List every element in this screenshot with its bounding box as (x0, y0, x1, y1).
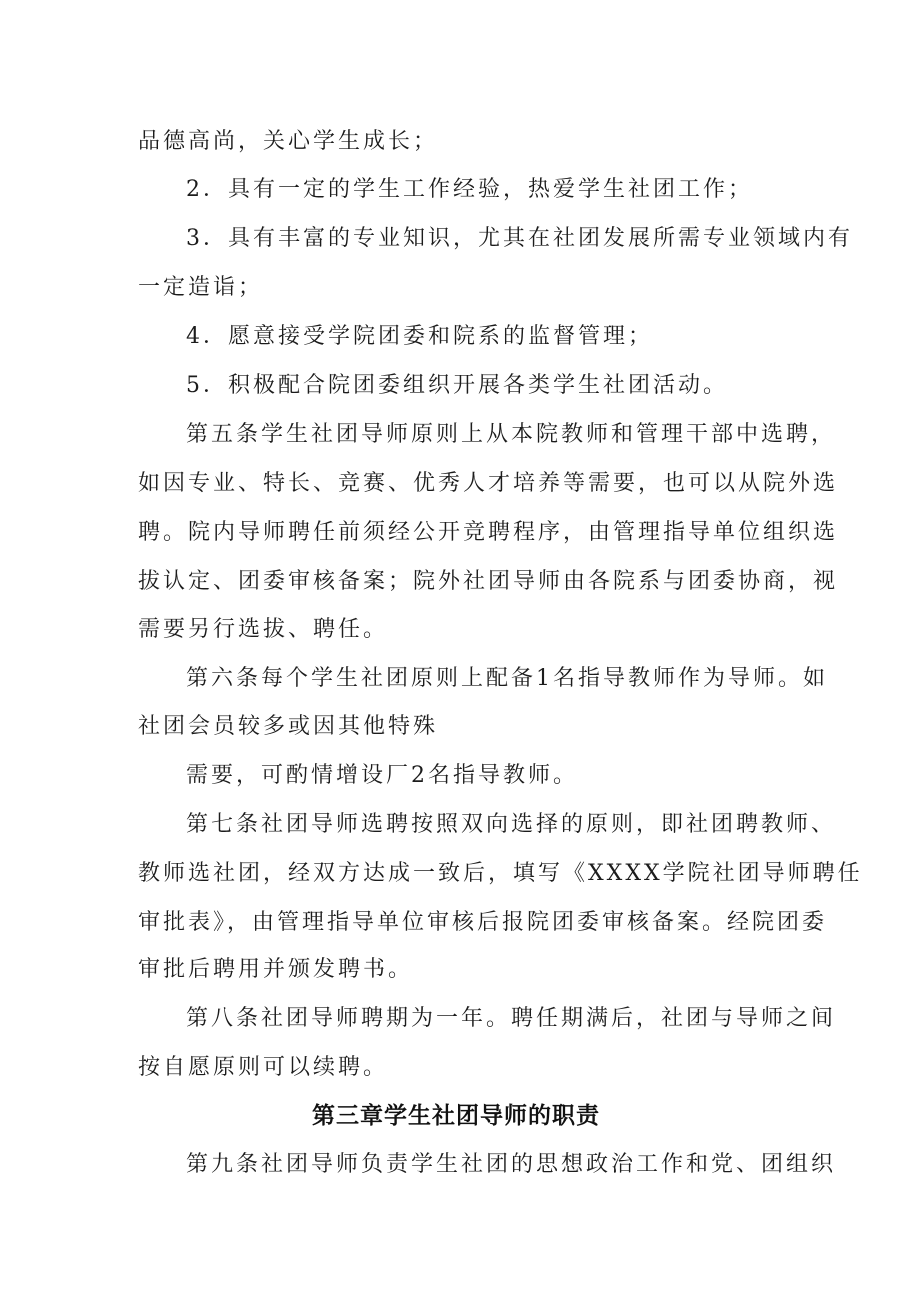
text-line: 第六条每个学生社团原则上配备1名指导教师作为导师。如 (186, 666, 828, 691)
text-line: 品德高尚，关心学生成长； (138, 129, 439, 154)
text-line: 教师选社团，经双方达成一致后，填写《XXXX学院社团导师聘任 (138, 861, 863, 886)
text-line: 按自愿原则可以续聘。 (138, 1055, 389, 1080)
text-line: 4．愿意接受学院团委和院系的监督管理； (186, 324, 653, 349)
text-line: 一定造诣； (138, 275, 264, 300)
text-line: 拔认定、团委审核备案；院外社团导师由各院系与团委协商，视 (138, 569, 839, 594)
text-line: 5．积极配合院团委组织开展各类学生社团活动。 (186, 373, 728, 398)
text-line: 第九条社团导师负责学生社团的思想政治工作和党、团组织 (186, 1152, 837, 1177)
text-line: 聘。院内导师聘任前须经公开竞聘程序，由管理指导单位组织选 (138, 520, 839, 545)
text-line: 第八条社团导师聘期为一年。聘任期满后，社团与导师之间 (186, 1006, 837, 1031)
text-line: 需要另行选拔、聘任。 (138, 617, 389, 642)
text-line: 第七条社团导师选聘按照双向选择的原则，即社团聘教师、 (186, 812, 837, 837)
text-line: 审批后聘用并颁发聘书。 (138, 957, 414, 982)
text-line: 社团会员较多或因其他特殊 (138, 714, 439, 739)
text-line: 如因专业、特长、竞赛、优秀人才培养等需要，也可以从院外选 (138, 471, 839, 496)
text-line: 第五条学生社团导师原则上从本院教师和管理干部中选聘， (186, 422, 837, 447)
text-line: 2．具有一定的学生工作经验，热爱学生社团工作； (186, 177, 753, 202)
text-line: 3．具有丰富的专业知识，尤其在社团发展所需专业领域内有 (186, 226, 853, 251)
chapter-heading: 第三章学生社团导师的职责 (312, 1103, 600, 1129)
text-line: 审批表》，由管理指导单位审核后报院团委审核备案。经院团委 (138, 910, 828, 935)
text-line: 需要，可酌情增设厂2名指导教师。 (186, 763, 578, 788)
